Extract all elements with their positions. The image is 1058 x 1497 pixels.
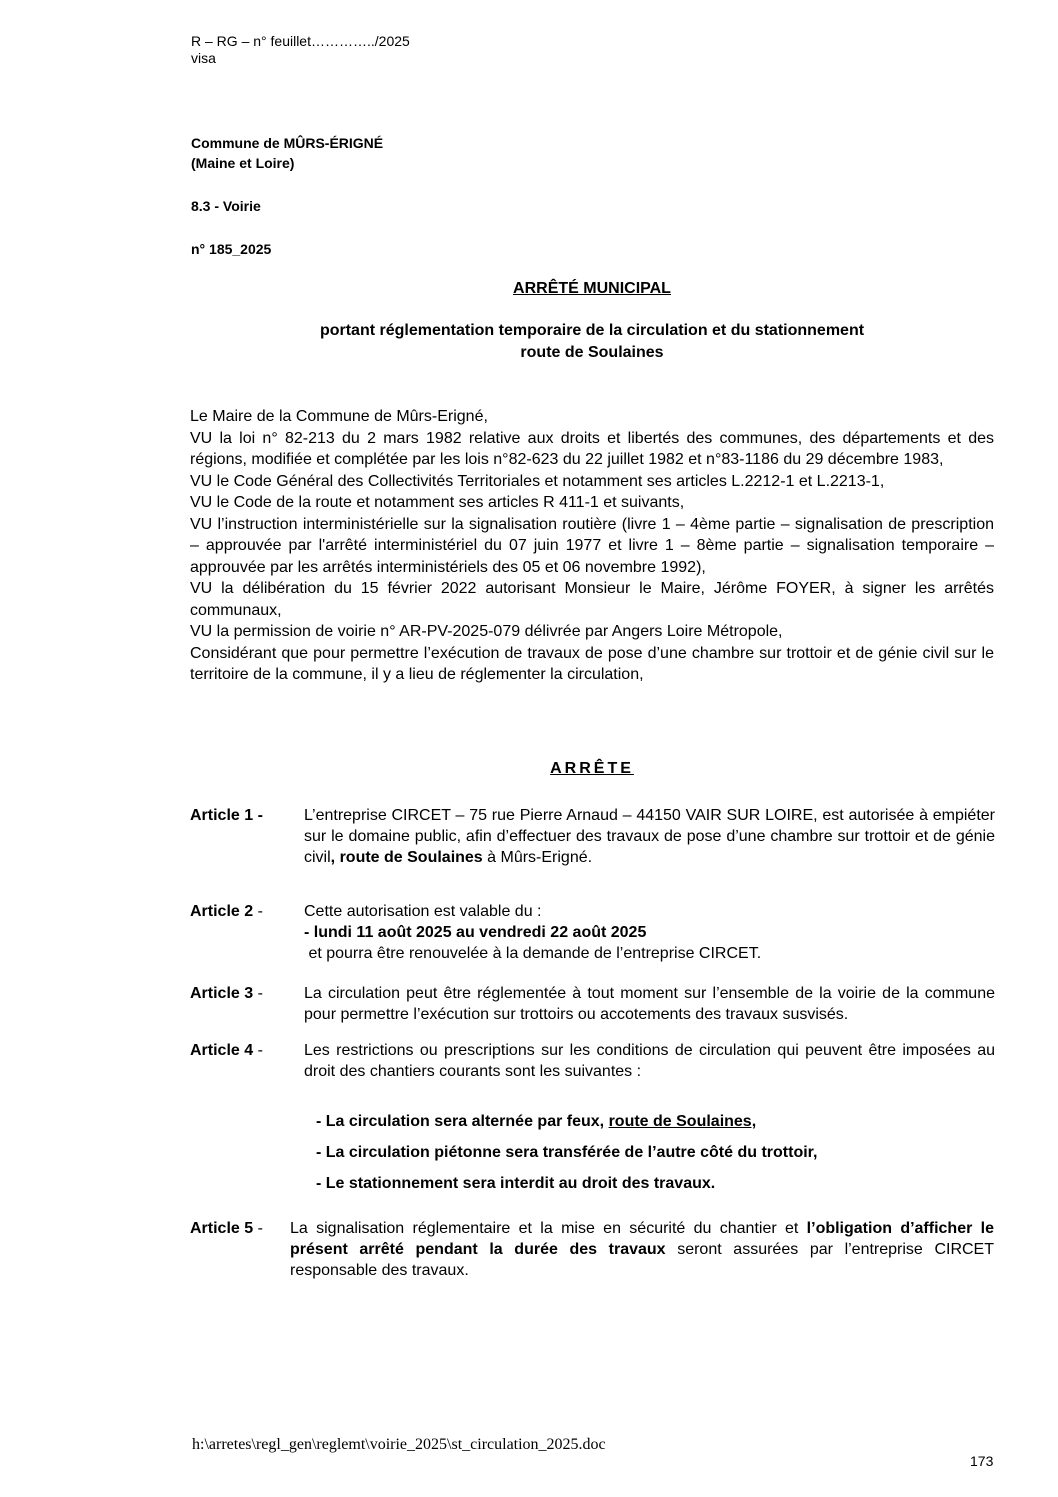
page-number: 173 (970, 1453, 994, 1469)
arrete-number: n° 185_2025 (191, 241, 272, 257)
article-5-text-b: seront assurées par l’entreprise CIRCET responsable des travaux. (290, 1241, 994, 1279)
article-4-label (190, 1040, 263, 1061)
article-5-text (290, 1218, 994, 1281)
article-4-bullet-2: - La circulation piétonne sera transférée de l’autre côté du trottoir, (316, 1144, 818, 1161)
document-title: ARRÊTÉ MUNICIPAL (513, 280, 671, 297)
article-2-line-3: et pourra être renouvelée à la demande de l’entreprise CIRCET. (304, 945, 762, 962)
bullet-1-text: - La circulation sera alternée par feux, (316, 1113, 609, 1130)
article-3-label-dash: - (253, 985, 263, 1002)
preamble (190, 406, 994, 686)
visa-line: visa (191, 50, 216, 66)
article-2-dates: - lundi 11 août 2025 au vendredi 22 août 2025 (304, 924, 647, 941)
article-3-label (190, 983, 263, 1004)
feuillet-line: R – RG – n° feuillet…………../2025 (191, 33, 410, 49)
preamble-line: VU la loi n° 82-213 du 2 mars 1982 relative aux droits et libertés des communes, des départements et des régions, modifiée et complétée par les lois n°82-623 du 22 juillet 1982 et n°83-1186 du 29 décembre 1983, (190, 429, 994, 468)
article-4-label-text: Article 4 (190, 1042, 254, 1059)
preamble-line: VU le Code de la route et notamment ses articles R 411-1 et suivants, (190, 494, 685, 511)
subtitle-line-2: route de Soulaines (520, 344, 664, 361)
preamble-line: Considérant que pour permettre l’exécution de travaux de pose d’une chambre sur trottoir et de génie civil sur le territoire de la commune, il y a lieu de réglementer la circulation, (190, 644, 994, 683)
commune-name: Commune de MÛRS-ÉRIGNÉ (191, 135, 384, 151)
article-2-label-dash: - (253, 903, 263, 920)
article-1-text (304, 805, 995, 868)
article-5-text-a: La signalisation réglementaire et la mise en sécurité du chantier et (290, 1220, 807, 1237)
department-name: (Maine et Loire) (191, 155, 295, 171)
article-2-label (190, 901, 263, 922)
article-5-label-text: Article 5 (190, 1220, 254, 1237)
article-1-text-b: à Mûrs-Erigné. (482, 849, 593, 866)
document-subtitle (0, 320, 1058, 364)
article-4-bullet-1 (316, 1111, 756, 1132)
article-2-line-1: Cette autorisation est valable du : (304, 903, 542, 920)
article-1-text-a: L’entreprise CIRCET – 75 rue Pierre Arnaud – 44150 VAIR SUR LOIRE, est autorisée à empiéter sur le domaine public, afin d’effectuer des travaux de pose d’une chambre sur trottoir et de génie civil (304, 807, 995, 866)
commune-block (191, 133, 383, 173)
preamble-line: VU la délibération du 15 février 2022 autorisant Monsieur le Maire, Jérôme FOYER, à signer les arrêtés communaux, (190, 580, 994, 619)
category: 8.3 - Voirie (191, 198, 261, 214)
article-4-label-dash: - (253, 1042, 263, 1059)
arrete-heading: ARRÊTE (550, 760, 634, 777)
article-3-label-text: Article 3 (190, 985, 254, 1002)
article-1-text-bold: , route de Soulaines (330, 849, 483, 866)
article-5-text-bold: l’obligation d’afficher le présent arrêté pendant la durée des travaux (290, 1220, 994, 1258)
article-3-text: La circulation peut être réglementée à tout moment sur l’ensemble de la voirie de la commune pour permettre l’exécution sur trottoirs ou accotements des travaux susvisés. (304, 985, 995, 1023)
article-5-label-dash: - (253, 1220, 263, 1237)
subtitle-line-1: portant réglementation temporaire de la circulation et du stationnement (319, 322, 865, 339)
preamble-line: VU la permission de voirie n° AR-PV-2025-079 délivrée par Angers Loire Métropole, (190, 623, 783, 640)
preamble-line: Le Maire de la Commune de Mûrs-Erigné, (190, 408, 488, 425)
preamble-line: VU le Code Général des Collectivités Territoriales et notamment ses articles L.2212-1 et L.2213-1, (190, 472, 885, 490)
header-block (191, 33, 410, 67)
article-2-label-text: Article 2 (190, 903, 254, 920)
bullet-1-road: route de Soulaines, (608, 1113, 757, 1130)
article-4-bullet-3: - Le stationnement sera interdit au droit des travaux. (316, 1175, 716, 1192)
article-1-label: Article 1 - (190, 807, 263, 824)
preamble-line: VU l’instruction interministérielle sur la signalisation routière (livre 1 – 4ème partie – signalisation de prescription – approuvée par l'arrêté interministériel du 07 juin 1977 et livre 1 – 8ème partie – signalisation temporaire – approuvée par les arrêtés interministériels des 05 et 06 novembre 1992), (190, 515, 994, 576)
article-5-label (190, 1218, 263, 1239)
article-2-text (304, 901, 995, 964)
file-path: h:\arretes\regl_gen\reglemt\voirie_2025\st_circulation_2025.doc (192, 1436, 606, 1453)
article-4-text: Les restrictions ou prescriptions sur les conditions de circulation qui peuvent être imposées au droit des chantiers courants sont les suivantes : (304, 1042, 995, 1080)
